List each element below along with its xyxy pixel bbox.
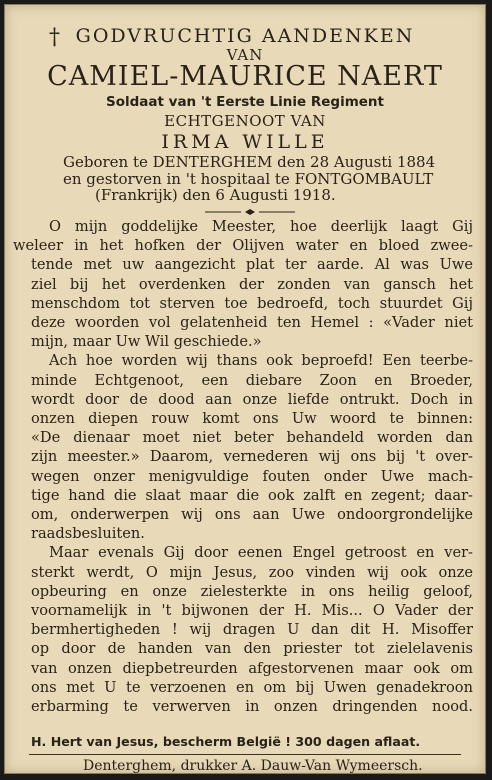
text-line: O mijn goddelijke Meester, hoe deerlijk laagt Gij [49, 218, 473, 235]
death-line: en gestorven in 't hospitaal te FONTGOMBAULT [63, 170, 434, 188]
text-line: weleer in het hofken der Olijven water en bloed zwee- [13, 237, 473, 255]
text-line: op door de handen van den priester tot zielelavenis [31, 640, 473, 658]
text-line: menschdom tot sterven toe bedroefd, toch stuurdet Gij [31, 294, 473, 312]
spouse-label: ECHTGENOOT VAN [164, 112, 326, 130]
prayer-paragraph-1 [13, 217, 473, 351]
text-line: onzen diepen rouw komt ons Uw woord te binnen: [31, 410, 473, 428]
cross-icon: † [49, 25, 60, 50]
text-line: van onzen diepbetreurden afgestorvenen maar ook om [31, 659, 473, 677]
van-label: VAN [226, 46, 264, 64]
text-line: voornamelijk in 't bijwonen der H. Mis... O Vader der [31, 602, 473, 620]
text-line: deze woorden vol gelatenheid ten Hemel : «Vader niet [31, 314, 473, 332]
prayer-paragraph-3 [31, 543, 473, 716]
death-place-line: (Frankrijk) den 6 Augusti 1918. [95, 186, 336, 204]
text-line: Maar evenals Gij door eenen Engel getroost en ver- [49, 544, 473, 562]
text-line: opbeuring en onze zielesterkte in ons heilig geloof, [31, 582, 473, 600]
divider-line [29, 754, 461, 755]
text-line: tende met uw aangezicht plat ter aarde. Al was Uwe [31, 256, 473, 274]
memorial-card [4, 4, 486, 774]
deceased-name: CAMIEL-MAURICE NAERT [47, 61, 443, 92]
text-line: bermhertigheden ! wij dragen U dan dit H. Misoffer [31, 621, 473, 639]
ornament-divider [205, 208, 295, 216]
text-line: Ach hoe worden wij thans ook beproefd! Een teerbe- [49, 352, 473, 370]
text-line: ons met U te verzoenen en om bij Uwen genadekroon [31, 678, 473, 696]
military-rank: Soldaat van 't Eerste Linie Regiment [105, 94, 384, 110]
text-line: sterkt werdt, O mijn Jesus, zoo vinden wij ook onze [31, 563, 473, 581]
text-line: wegen onzer menigvuldige fouten onder Uwe mach- [31, 467, 473, 485]
prayer-text [13, 217, 473, 716]
birth-line: Geboren te DENTERGHEM den 28 Augusti 1884 [63, 153, 436, 171]
card-title: GODVRUCHTIG AANDENKEN [75, 25, 415, 47]
text-line: «De dienaar moet niet beter behandeld worden dan [31, 429, 473, 447]
text-line: wordt door de dood aan onze liefde ontrukt. Doch in [31, 390, 473, 408]
prayer-paragraph-2 [31, 351, 473, 543]
text-line: om, onderwerpen wij ons aan Uwe ondoorgrondelijke [31, 506, 473, 524]
text-line: mijn, maar Uw Wil geschiede.» [31, 333, 262, 351]
spouse-name: IRMA WILLE [161, 131, 329, 153]
text-line: erbarming te verwerven in onzen dringenden nood. [31, 698, 473, 716]
text-line: zijn meester.» Daarom, vernederen wij ons bij 't over- [31, 448, 473, 466]
text-line: raadsbesluiten. [31, 525, 145, 543]
text-line: ziel bij het overdenken der zonden van gansch het [31, 275, 473, 293]
text-line: tige hand die slaat maar die ook zalft en zegent; daar- [31, 486, 473, 504]
card-content [13, 13, 475, 774]
printer-credit: Denterghem, drukker A. Dauw-Van Wymeersch. [83, 758, 423, 774]
indulgence-prayer: H. Hert van Jesus, bescherm België ! 300 dagen aflaat. [31, 734, 421, 749]
text-line: minde Echtgenoot, een diebare Zoon en Broeder, [31, 371, 473, 389]
